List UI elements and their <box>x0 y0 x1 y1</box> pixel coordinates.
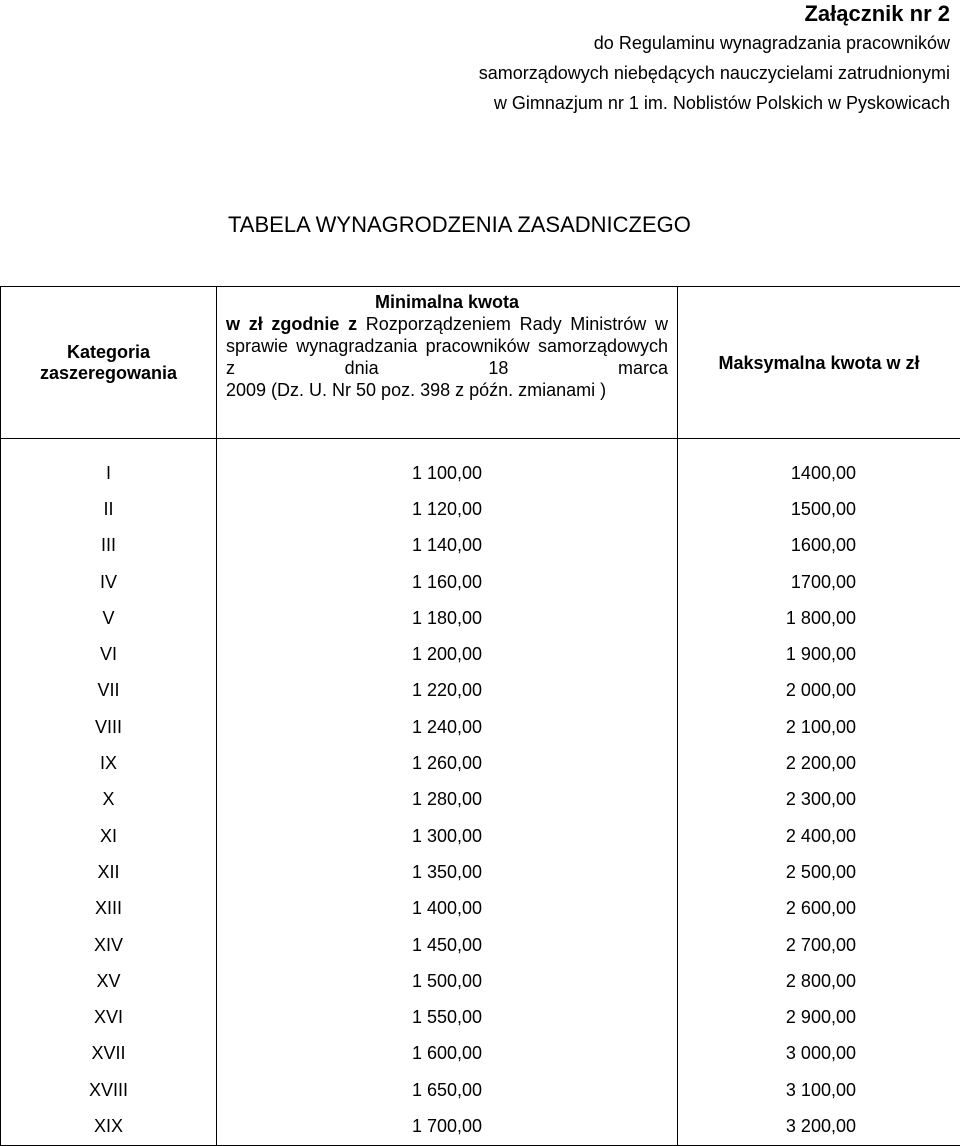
max-amount-cell: 2 300,00 <box>678 782 960 818</box>
header-min-title: Minimalna kwota <box>226 291 668 313</box>
category-cell: XVII <box>1 1036 217 1072</box>
table-row <box>1 1072 960 1108</box>
category-cell: XIX <box>1 1108 217 1145</box>
category-cell: XVI <box>1 999 217 1035</box>
category-cell: VI <box>1 636 217 672</box>
table-row <box>1 963 960 999</box>
table-row <box>1 673 960 709</box>
min-amount-cell: 1 120,00 <box>217 491 678 527</box>
table-header-row <box>1 287 960 439</box>
min-amount-cell: 1 350,00 <box>217 854 678 890</box>
table-row <box>1 927 960 963</box>
category-cell: XIV <box>1 927 217 963</box>
annex-line-1: do Regulaminu wynagradzania pracowników <box>479 28 950 58</box>
annex-header <box>479 0 950 118</box>
category-cell: IV <box>1 564 217 600</box>
max-amount-cell: 2 500,00 <box>678 854 960 890</box>
category-cell: V <box>1 600 217 636</box>
max-amount-cell: 2 900,00 <box>678 999 960 1035</box>
header-category <box>1 287 217 439</box>
table-row <box>1 709 960 745</box>
min-amount-cell: 1 650,00 <box>217 1072 678 1108</box>
max-amount-cell: 3 000,00 <box>678 1036 960 1072</box>
min-amount-cell: 1 260,00 <box>217 745 678 781</box>
table-row <box>1 1108 960 1145</box>
category-cell: III <box>1 528 217 564</box>
min-amount-cell: 1 100,00 <box>217 439 678 492</box>
wage-table <box>0 286 960 1146</box>
max-amount-cell: 2 100,00 <box>678 709 960 745</box>
table-row <box>1 439 960 492</box>
header-category-line1: Kategoria <box>1 342 216 363</box>
min-amount-cell: 1 140,00 <box>217 528 678 564</box>
table-row <box>1 818 960 854</box>
table-row <box>1 636 960 672</box>
max-amount-cell: 2 600,00 <box>678 891 960 927</box>
min-amount-cell: 1 300,00 <box>217 818 678 854</box>
min-amount-cell: 1 500,00 <box>217 963 678 999</box>
table-row <box>1 491 960 527</box>
min-amount-cell: 1 280,00 <box>217 782 678 818</box>
header-min-last: 2009 (Dz. U. Nr 50 poz. 398 z późn. zmianami ) <box>226 379 668 401</box>
min-amount-cell: 1 220,00 <box>217 673 678 709</box>
min-amount-cell: 1 400,00 <box>217 891 678 927</box>
max-amount-cell: 2 000,00 <box>678 673 960 709</box>
category-cell: XVIII <box>1 1072 217 1108</box>
table-row <box>1 854 960 890</box>
category-cell: II <box>1 491 217 527</box>
min-amount-cell: 1 700,00 <box>217 1108 678 1145</box>
min-amount-cell: 1 600,00 <box>217 1036 678 1072</box>
header-min-amount <box>217 287 678 439</box>
max-amount-cell: 2 800,00 <box>678 963 960 999</box>
category-cell: XV <box>1 963 217 999</box>
min-amount-cell: 1 200,00 <box>217 636 678 672</box>
table-row <box>1 600 960 636</box>
max-amount-cell: 1600,00 <box>678 528 960 564</box>
min-amount-cell: 1 240,00 <box>217 709 678 745</box>
annex-line-3: w Gimnazjum nr 1 im. Noblistów Polskich w Pyskowicach <box>479 88 950 118</box>
category-cell: XIII <box>1 891 217 927</box>
max-amount-cell: 2 200,00 <box>678 745 960 781</box>
min-amount-cell: 1 160,00 <box>217 564 678 600</box>
category-cell: XII <box>1 854 217 890</box>
category-cell: I <box>1 439 217 492</box>
max-amount-cell: 1 800,00 <box>678 600 960 636</box>
header-min-text: Rozporządzeniem Rady Ministrów w sprawie wynagradzania pracowników samorządowych z dnia 18 marca <box>226 314 668 378</box>
max-amount-cell: 1500,00 <box>678 491 960 527</box>
max-amount-cell: 1400,00 <box>678 439 960 492</box>
annex-title: Załącznik nr 2 <box>479 1 950 27</box>
max-amount-cell: 2 400,00 <box>678 818 960 854</box>
table-row <box>1 1036 960 1072</box>
max-amount-cell: 3 100,00 <box>678 1072 960 1108</box>
table-row <box>1 782 960 818</box>
table-title: TABELA WYNAGRODZENIA ZASADNICZEGO <box>228 210 691 240</box>
max-amount-cell: 2 700,00 <box>678 927 960 963</box>
category-cell: X <box>1 782 217 818</box>
table-row <box>1 999 960 1035</box>
category-cell: IX <box>1 745 217 781</box>
category-cell: VII <box>1 673 217 709</box>
table-row <box>1 745 960 781</box>
min-amount-cell: 1 550,00 <box>217 999 678 1035</box>
table-row <box>1 891 960 927</box>
min-amount-cell: 1 450,00 <box>217 927 678 963</box>
min-amount-cell: 1 180,00 <box>217 600 678 636</box>
header-max-amount: Maksymalna kwota w zł <box>678 287 960 439</box>
table-row <box>1 564 960 600</box>
annex-line-2: samorządowych niebędących nauczycielami zatrudnionymi <box>479 58 950 88</box>
header-category-line2: zaszeregowania <box>1 363 216 384</box>
max-amount-cell: 1 900,00 <box>678 636 960 672</box>
header-min-bold: w zł zgodnie z <box>226 314 357 334</box>
category-cell: XI <box>1 818 217 854</box>
category-cell: VIII <box>1 709 217 745</box>
max-amount-cell: 3 200,00 <box>678 1108 960 1145</box>
max-amount-cell: 1700,00 <box>678 564 960 600</box>
table-row <box>1 528 960 564</box>
